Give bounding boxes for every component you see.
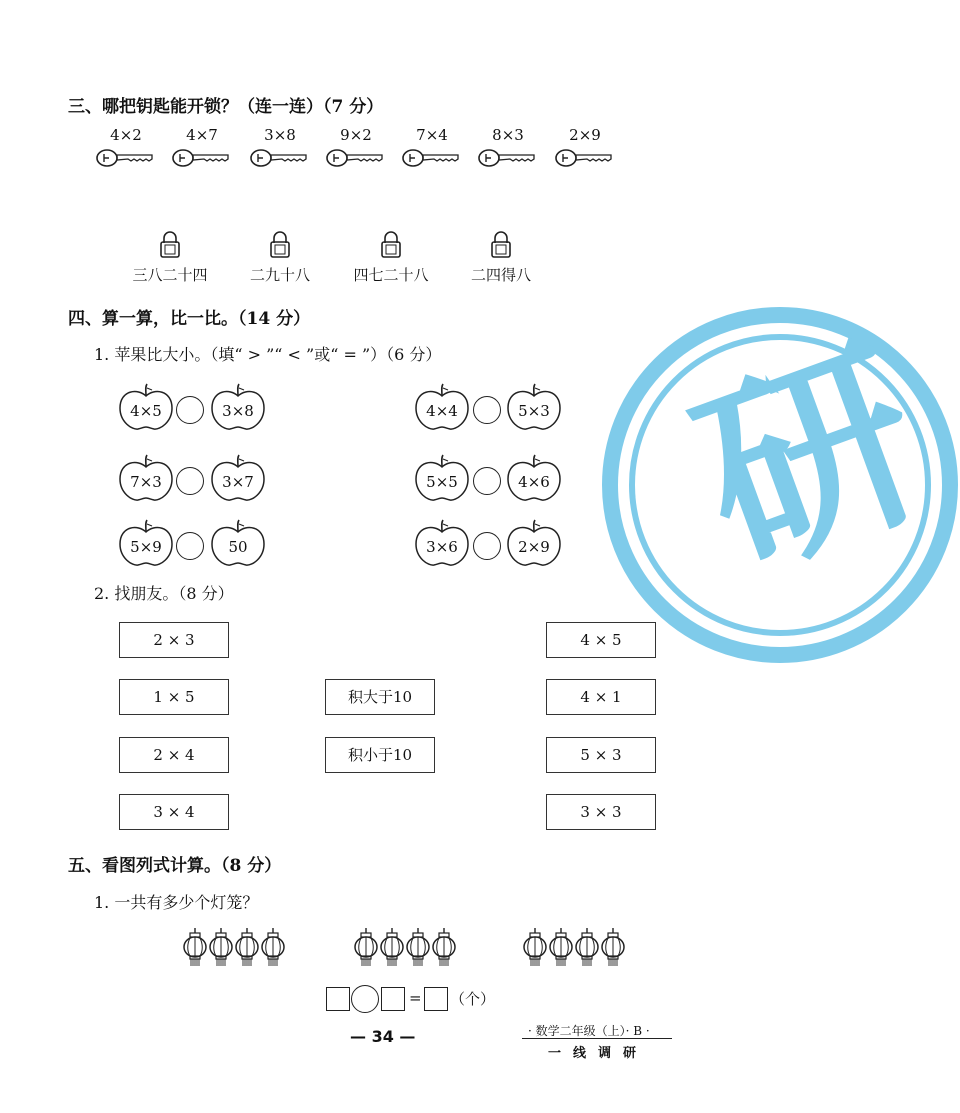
key-6[interactable] — [478, 126, 542, 176]
apple-expression: 7×3 — [130, 473, 162, 491]
apple — [116, 382, 176, 432]
key-4[interactable] — [326, 126, 390, 176]
left-box[interactable]: 2 × 4 — [119, 737, 229, 773]
q2-label: 2. 找朋友。（8 分） — [94, 584, 234, 603]
apple-expression: 4×6 — [518, 473, 550, 491]
compare-circle[interactable] — [176, 532, 204, 560]
apple-expression: 5×5 — [426, 473, 458, 491]
key-expression: 3×8 — [264, 126, 296, 144]
s5-q1-label: 1. 一共有多少个灯笼？ — [94, 893, 259, 912]
lock-icon — [115, 230, 225, 260]
right-box[interactable]: 4 × 1 — [546, 679, 656, 715]
svg-text:研: 研 — [669, 309, 951, 612]
lock-4[interactable] — [446, 230, 556, 286]
lock-1[interactable] — [115, 230, 225, 286]
right-box[interactable]: 4 × 5 — [546, 622, 656, 658]
apple — [116, 518, 176, 568]
compare-circle[interactable] — [176, 467, 204, 495]
key-5[interactable] — [402, 126, 466, 176]
right-box[interactable]: 5 × 3 — [546, 737, 656, 773]
lantern-group — [182, 928, 286, 968]
apple — [504, 382, 564, 432]
lantern-icon — [234, 928, 260, 968]
lantern-icon — [182, 928, 208, 968]
section4-title: 四、算一算，比一比。（14 分） — [68, 309, 311, 329]
apple-expression: 50 — [228, 538, 248, 556]
apple-expression: 2×9 — [518, 538, 550, 556]
answer-box-1[interactable] — [326, 987, 350, 1011]
lock-icon — [225, 230, 335, 260]
unit-label: （个） — [450, 990, 496, 1008]
answer-operator-circle[interactable] — [351, 985, 379, 1013]
compare-circle[interactable] — [176, 396, 204, 424]
apple-expression: 5×9 — [130, 538, 162, 556]
apple — [412, 453, 472, 503]
compare-circle[interactable] — [473, 467, 501, 495]
apple — [412, 518, 472, 568]
apple-expression: 3×7 — [222, 473, 254, 491]
key-expression: 4×7 — [186, 126, 218, 144]
key-1[interactable] — [96, 126, 160, 176]
stamp-seal — [600, 305, 960, 665]
lock-icon — [336, 230, 446, 260]
key-expression: 9×2 — [340, 126, 372, 144]
apple-expression: 4×5 — [130, 402, 162, 420]
apple — [116, 453, 176, 503]
lock-label: 二九十八 — [249, 266, 310, 284]
page-number: — 34 — — [350, 1027, 416, 1046]
left-box[interactable]: 3 × 4 — [119, 794, 229, 830]
right-box[interactable]: 3 × 3 — [546, 794, 656, 830]
lock-label: 四七二十八 — [353, 266, 429, 284]
key-3[interactable] — [250, 126, 314, 176]
answer-box-result[interactable] — [424, 987, 448, 1011]
answer-box-2[interactable] — [381, 987, 405, 1011]
left-box[interactable]: 1 × 5 — [119, 679, 229, 715]
compare-circle[interactable] — [473, 532, 501, 560]
lock-label: 三八二十四 — [132, 266, 208, 284]
lantern-group — [522, 928, 626, 968]
equals-sign: = — [409, 989, 422, 1007]
apple — [208, 382, 268, 432]
key-expression: 8×3 — [492, 126, 524, 144]
lock-icon — [446, 230, 556, 260]
q1-label: 1. 苹果比大小。（填“ > ”“ < ”或“ = ”）（6 分） — [94, 345, 442, 364]
footer-divider — [522, 1038, 672, 1039]
lantern-icon — [379, 928, 405, 968]
apple-expression: 3×6 — [426, 538, 458, 556]
middle-box[interactable]: 积大于10 — [325, 679, 435, 715]
key-2[interactable] — [172, 126, 236, 176]
lantern-icon — [405, 928, 431, 968]
lock-label: 二四得八 — [470, 266, 531, 284]
compare-circle[interactable] — [473, 396, 501, 424]
apple — [208, 453, 268, 503]
apple-expression: 5×3 — [518, 402, 550, 420]
section5-title: 五、看图列式计算。（8 分） — [68, 856, 282, 876]
lantern-icon — [574, 928, 600, 968]
apple — [504, 453, 564, 503]
lantern-icon — [431, 928, 457, 968]
left-box[interactable]: 2 × 3 — [119, 622, 229, 658]
book-title: · 数学二年级（上）· B · — [528, 1024, 650, 1038]
lock-2[interactable] — [225, 230, 335, 286]
key-expression: 4×2 — [110, 126, 142, 144]
apple-expression: 4×4 — [426, 402, 458, 420]
apple — [208, 518, 268, 568]
apple — [504, 518, 564, 568]
book-series: 一线调研 — [548, 1046, 649, 1061]
lantern-icon — [522, 928, 548, 968]
lock-3[interactable] — [336, 230, 446, 286]
apple-expression: 3×8 — [222, 402, 254, 420]
apple — [412, 382, 472, 432]
lantern-icon — [548, 928, 574, 968]
middle-box[interactable]: 积小于10 — [325, 737, 435, 773]
lantern-group — [353, 928, 457, 968]
lantern-icon — [260, 928, 286, 968]
key-expression: 2×9 — [569, 126, 601, 144]
key-7[interactable] — [555, 126, 619, 176]
lantern-icon — [353, 928, 379, 968]
lantern-icon — [600, 928, 626, 968]
key-expression: 7×4 — [416, 126, 448, 144]
section3-title: 三、哪把钥匙能开锁？（连一连）（7 分） — [68, 97, 384, 117]
lantern-icon — [208, 928, 234, 968]
